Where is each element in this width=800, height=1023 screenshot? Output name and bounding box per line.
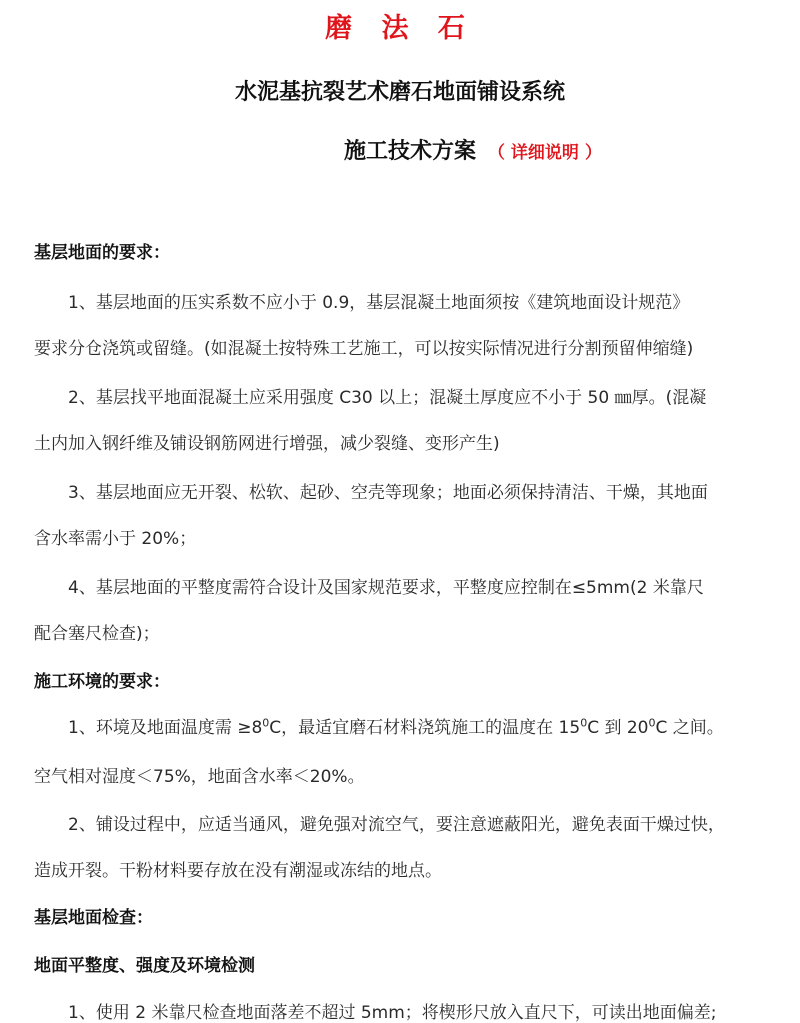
paragraph-line: 1、基层地面的压实系数不应小于 0.9，基层混凝土地面须按《建筑地面设计规范》 (68, 293, 690, 313)
brand-title: 磨 法 石 (325, 13, 475, 44)
subheading-flatness-check: 地面平整度、强度及环境检测 (34, 956, 255, 976)
section-heading-inspection: 基层地面检查： (34, 908, 153, 928)
document-subtitle: 施工技术方案 (344, 139, 477, 164)
paragraph-line: 要求分仓浇筑或留缝。(如混凝土按特殊工艺施工，可以按实际情况进行分割预留伸缩缝) (34, 339, 694, 359)
degree-superscript: 0 (580, 716, 588, 730)
paragraph-line: 2、基层找平地面混凝土应采用强度 C30 以上；混凝土厚度应不小于 50 ㎜厚。(混凝 (68, 388, 707, 408)
text-segment: C 之间。 (655, 718, 724, 738)
section-heading-base-requirements: 基层地面的要求： (34, 243, 170, 263)
paragraph-line: 3、基层地面应无开裂、松软、起砂、空壳等现象；地面必须保持清洁、干燥，其地面 (68, 483, 708, 503)
subtitle-row (344, 134, 602, 165)
subtitle-note: （ 详细说明 ） (488, 143, 602, 163)
document-title: 水泥基抗裂艺术磨石地面铺设系统 (234, 80, 565, 105)
paragraph-line: 土内加入钢纤维及铺设钢筋网进行增强，减少裂缝、变形产生) (34, 434, 500, 454)
degree-superscript: 0 (648, 716, 656, 730)
paragraph-line: 配合塞尺检查)； (34, 624, 160, 644)
paragraph-line-temperature (68, 713, 724, 738)
paragraph-line: 造成开裂。干粉材料要存放在没有潮湿或冻结的地点。 (34, 861, 442, 881)
paragraph-line: 2、铺设过程中，应适当通风，避免强对流空气，要注意遮蔽阳光，避免表面干燥过快， (68, 815, 725, 835)
text-segment: 1、环境及地面温度需 ≥8 (68, 718, 263, 738)
paragraph-line: 空气相对湿度＜75%，地面含水率＜20%。 (34, 767, 365, 787)
section-heading-environment: 施工环境的要求： (34, 672, 170, 692)
paragraph-line: 4、基层地面的平整度需符合设计及国家规范要求，平整度应控制在≤5mm(2 米靠尺 (68, 578, 704, 598)
paragraph-line: 1、使用 2 米靠尺检查地面落差不超过 5mm；将楔形尺放入直尺下，可读出地面偏差; (68, 1003, 717, 1023)
degree-superscript: 0 (262, 716, 270, 730)
text-segment: C，最适宜磨石材料浇筑施工的温度在 15 (269, 718, 581, 738)
text-segment: C 到 20 (587, 718, 649, 738)
paragraph-line: 含水率需小于 20%； (34, 529, 197, 549)
